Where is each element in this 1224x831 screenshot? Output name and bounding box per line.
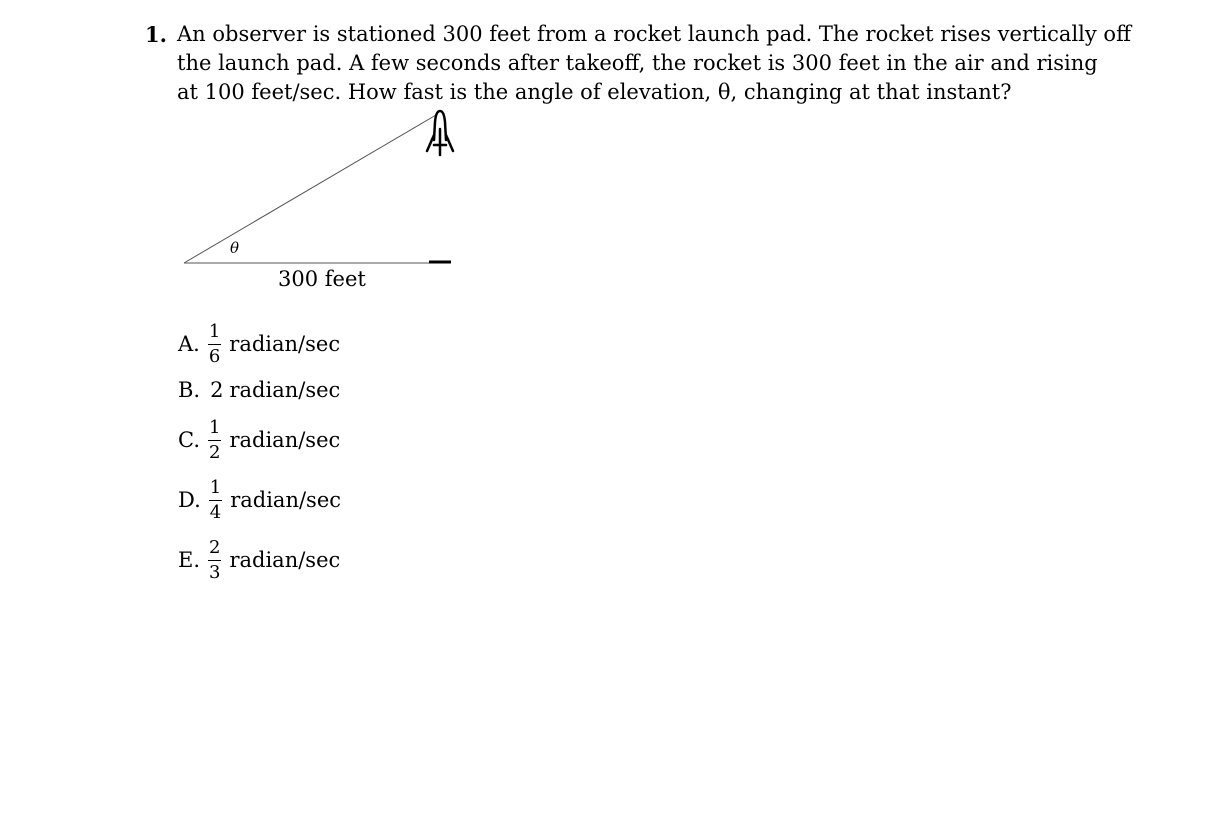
fraction-numerator: 1 [208, 418, 221, 441]
answer-choice-d[interactable] [178, 474, 438, 526]
answer-fraction [208, 322, 221, 367]
answer-choice-b[interactable] [178, 364, 438, 416]
question-text [177, 20, 1131, 107]
answer-value: 2 [210, 378, 224, 402]
answer-fraction [208, 538, 221, 583]
question-line: the launch pad. A few seconds after takeoff, the rocket is 300 feet in the air and rising [177, 51, 1098, 75]
fraction-denominator: 4 [209, 501, 222, 523]
answer-letter: A. [178, 332, 200, 356]
question-line: An observer is stationed 300 feet from a rocket launch pad. The rocket rises vertically off [177, 22, 1131, 46]
answer-unit: radian/sec [229, 378, 341, 402]
fraction-numerator: 1 [208, 322, 221, 345]
answer-unit: radian/sec [229, 428, 341, 452]
answer-letter: B. [178, 378, 201, 402]
fraction-denominator: 6 [208, 345, 221, 367]
rocket-diagram [170, 105, 470, 295]
fraction-numerator: 2 [208, 538, 221, 561]
base-label: 300 feet [278, 267, 366, 291]
answer-unit: radian/sec [229, 332, 341, 356]
answer-choice-a[interactable] [178, 318, 438, 370]
answer-letter: C. [178, 428, 200, 452]
hypotenuse-line [184, 115, 436, 263]
answer-unit: radian/sec [229, 548, 341, 572]
fraction-numerator: 1 [209, 478, 222, 501]
fraction-denominator: 2 [209, 441, 221, 463]
answer-fraction [208, 418, 221, 463]
answer-letter: E. [178, 548, 201, 572]
answer-choice-c[interactable] [178, 414, 438, 466]
question-number: 1. [145, 22, 167, 47]
answer-letter: D. [178, 488, 201, 512]
question-line: at 100 feet/sec. How fast is the angle of elevation, θ, changing at that instant? [177, 80, 1012, 104]
theta-label: θ [230, 239, 240, 257]
answer-unit: radian/sec [230, 488, 342, 512]
answer-fraction [209, 478, 222, 523]
fraction-denominator: 3 [209, 561, 221, 583]
answer-choice-e[interactable] [178, 534, 438, 586]
